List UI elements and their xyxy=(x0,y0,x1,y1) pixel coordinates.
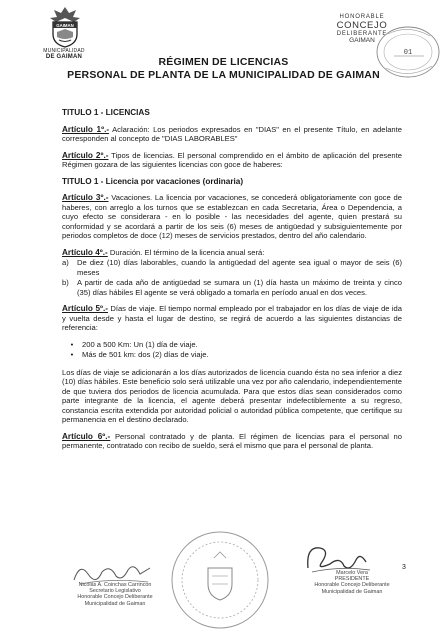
article-5 xyxy=(62,304,402,333)
article-1-text: Aclaración: Los periodos expresados en "DIAS" en el presente Título, en adelante corresponden al concepto de "DIAS LABORABLES" xyxy=(62,124,402,143)
hcd-deliberante: DELIBERANTE xyxy=(336,31,388,37)
left-signatory-role: Secretario Legislativo xyxy=(89,588,141,595)
left-signatory-org: Honorable Concejo Deliberante xyxy=(77,594,153,601)
right-signatory-org: Honorable Concejo Deliberante xyxy=(314,582,390,589)
left-signatory-name: Nicolás A. Coinchas Carrincon xyxy=(78,582,152,588)
article-1 xyxy=(62,125,402,144)
list-item xyxy=(62,340,402,350)
document-title: RÉGIMEN DE LICENCIAS xyxy=(158,56,289,68)
document-body xyxy=(62,108,402,458)
hcd-concejo: CONCEJO xyxy=(336,20,388,31)
list-item xyxy=(62,258,402,277)
municipality-caption-line2: DE GAIMAN xyxy=(45,54,83,60)
article-4-text: Duración. El término de la licencia anual será: xyxy=(107,247,265,257)
page-number: 3 xyxy=(402,564,406,571)
official-seal xyxy=(168,528,272,632)
article-3-label: Artículo 3º.- xyxy=(62,193,109,202)
list-item-mark: b) xyxy=(62,278,69,287)
list-item-mark: a) xyxy=(62,258,69,267)
list-item xyxy=(62,278,402,297)
stamp-number: 01 xyxy=(403,49,413,57)
logo-text: GAIMAN xyxy=(56,22,74,28)
article-4 xyxy=(62,248,402,258)
article-6 xyxy=(62,432,402,451)
titulo-vacaciones-heading: TITULO 1 - Licencia por vacaciones (ordinaria) xyxy=(62,176,244,186)
article-2 xyxy=(62,151,402,170)
list-item-text: A partir de cada año de antigüedad se sumara un (1) día hasta un máximo de treinta y cinco (35) días hábiles El agente se verá obligado a tomarla en período anual en dos veces. xyxy=(77,278,402,297)
right-signatory-block xyxy=(300,570,404,595)
bullet-icon: • xyxy=(70,350,74,359)
hcd-honorable: HONORABLE xyxy=(339,14,385,20)
municipal-logo xyxy=(38,4,92,48)
left-signatory-block xyxy=(70,582,160,607)
bullet-icon: • xyxy=(70,339,74,349)
right-signatory-name: Marcelo Vera xyxy=(336,570,368,576)
document-subtitle: PERSONAL DE PLANTA DE LA MUNICIPALIDAD DE GAIMAN xyxy=(67,69,380,81)
article-5-paragraph-2: Los días de viaje se adicionarán a los días autorizados de licencia cuando ésta no sea inferior a diez (10) días hábiles. Este beneficio solo será utilizable una vez por año calendario, independientemente de que tuviera dos periodos de licencia acumulada. Para que estos días sean considerados como parte integrante de la licencia, el agente deberá presentar indefectiblemente a su regreso, constancia escrita extendida por autoridad policial o autoridad pública competente, que certifique su permanencia en el destino declarado. xyxy=(62,367,402,424)
left-signatory-muni: Municipalidad de Gaiman xyxy=(84,600,146,607)
article-5-text: Días de viaje. El tiempo normal empleado por el trabajador en los días de viaje de ida y vuelta desde y hasta el lugar de destino, se regirá de acuerdo a las siguientes distancias de referencia: xyxy=(62,304,402,332)
article-5-label: Artículo 5º.- xyxy=(62,304,108,313)
article-4-list xyxy=(62,258,402,297)
article-3 xyxy=(62,193,402,241)
hcd-gaiman: GAIMAN xyxy=(349,37,375,44)
article-6-text: Personal contratado y de planta. El régimen de licencias para el personal no permanente, contratado con recibo de sueldo, será el mismo que para el personal de planta. xyxy=(62,431,402,450)
titulo-1-heading: TITULO 1 - LICENCIAS xyxy=(62,108,150,117)
right-signatory-role: PRESIDENTE xyxy=(334,576,370,583)
article-6-label: Artículo 6º.- xyxy=(62,431,111,441)
right-signatory-muni: Municipalidad de Gaiman xyxy=(321,588,383,595)
list-item xyxy=(62,350,402,360)
article-2-label: Artículo 2º.- xyxy=(62,150,109,160)
article-4-label: Artículo 4º.- xyxy=(62,247,108,257)
article-2-text: Tipos de licencias. El personal comprendido en el ámbito de aplicación del presente Régimen gozara de las siguientes licencias con goce de haberes: xyxy=(62,150,402,169)
article-3-text: Vacaciones. La licencia por vacaciones, se concederá obligatoriamente con goce de haberes, con arreglo a los turnos que se establezcan en cada Secretaria, Área o Dependencia, a cuyo efecto se considerara - en lo posible - las necesidades del agente, quien prestará su conformidad y se acordará a partir de los seis (6) meses de antigüedad y subsiguientemente por periodos completos de doce (12) meses de servicios prestados, dentro del año calendario. xyxy=(62,193,402,240)
list-item-text: Más de 501 km: dos (2) días de viaje. xyxy=(82,350,209,359)
distance-list xyxy=(62,340,402,360)
list-item-text: De diez (10) días laborables, cuando la antigüedad del agente sea igual o mayor de seis (6) meses xyxy=(77,258,402,277)
list-item-text: 200 a 500 Km: Un (1) día de viaje. xyxy=(82,339,198,349)
municipality-caption-line1: MUNICIPALIDAD xyxy=(43,48,85,54)
article-1-label: Artículo 1º.- xyxy=(62,124,110,134)
